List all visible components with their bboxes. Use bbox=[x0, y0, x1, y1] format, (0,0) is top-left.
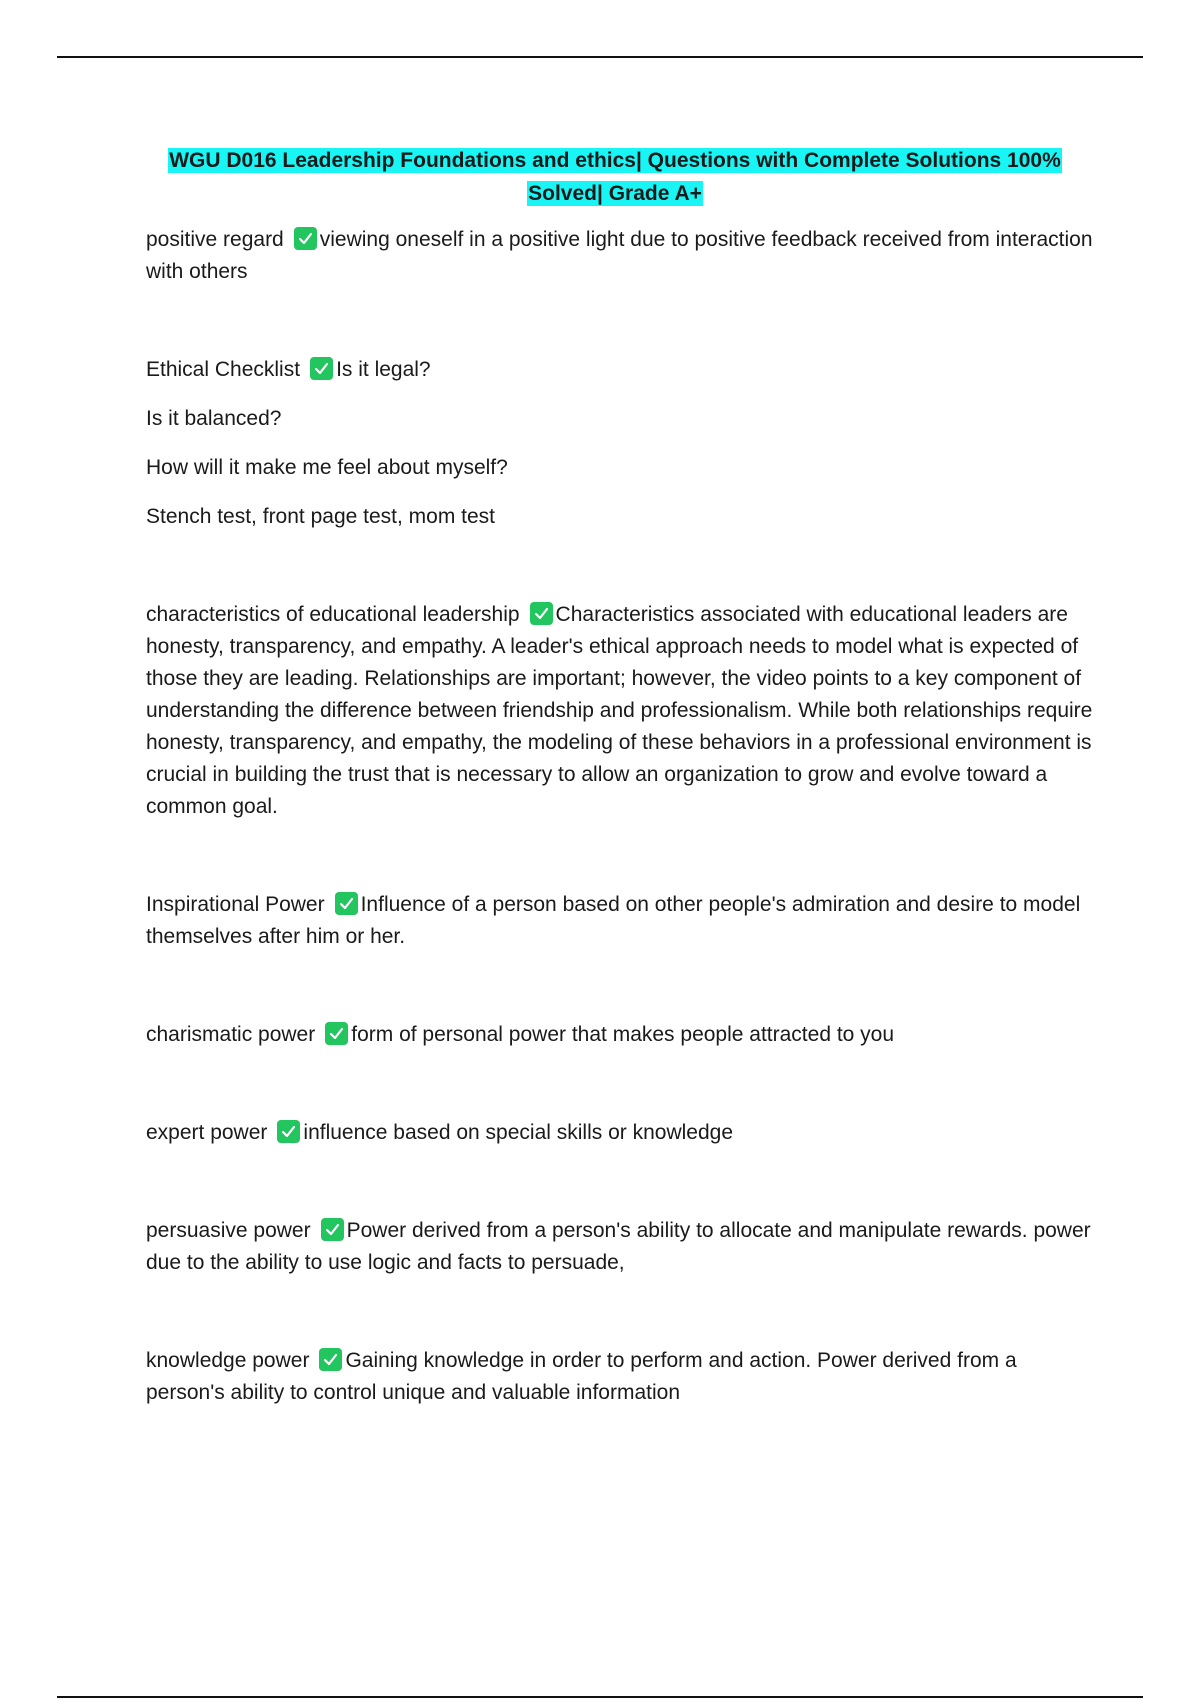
card-definition: viewing oneself in a positive light due to positive feedback received from interaction with others bbox=[146, 228, 1093, 283]
flashcard bbox=[146, 1019, 1096, 1051]
card-extra-line: Stench test, front page test, mom test bbox=[146, 505, 496, 528]
check-mark-icon bbox=[530, 602, 553, 625]
flashcard bbox=[146, 354, 1096, 533]
card-term: charismatic power bbox=[146, 1023, 316, 1046]
card-term: Inspirational Power bbox=[146, 893, 325, 916]
card-term: knowledge power bbox=[146, 1349, 310, 1372]
card-term: positive regard bbox=[146, 228, 284, 251]
flashcard bbox=[146, 1215, 1096, 1279]
card-term: persuasive power bbox=[146, 1219, 311, 1242]
card-extra-line: Is it balanced? bbox=[146, 407, 282, 430]
card-term: expert power bbox=[146, 1121, 268, 1144]
card-definition: Is it legal? bbox=[336, 358, 431, 381]
flashcard-list bbox=[146, 224, 1096, 1409]
card-term: Ethical Checklist bbox=[146, 358, 301, 381]
card-definition: influence based on special skills or knowledge bbox=[303, 1121, 733, 1144]
check-mark-icon bbox=[310, 357, 333, 380]
title-line-1: WGU D016 Leadership Foundations and ethics| Questions with Complete Solutions 100% bbox=[169, 149, 1061, 172]
card-definition: Characteristics associated with educational leaders are honesty, transparency, and empathy. A leader's ethical approach needs to model what is expected of those they are leading. Relationships are important; however, the video points to a key component of understanding the difference between friendship and professionalism. While both relationships require honesty, transparency, and empathy, the modeling of these behaviors in a professional environment is crucial in building the trust that is necessary to allow an organization to grow and evolve toward a common goal. bbox=[146, 603, 1093, 818]
top-rule bbox=[57, 56, 1143, 58]
check-mark-icon bbox=[321, 1218, 344, 1241]
flashcard bbox=[146, 224, 1096, 288]
check-mark-icon bbox=[335, 892, 358, 915]
card-definition: form of personal power that makes people attracted to you bbox=[351, 1023, 895, 1046]
check-mark-icon bbox=[319, 1348, 342, 1371]
card-term: characteristics of educational leadership bbox=[146, 603, 520, 626]
title-line-2: Solved| Grade A+ bbox=[528, 182, 702, 205]
flashcard bbox=[146, 599, 1096, 823]
flashcard bbox=[146, 1345, 1096, 1409]
flashcard bbox=[146, 1117, 1096, 1149]
card-definition: Power derived from a person's ability to allocate and manipulate rewards. power due to the ability to use logic and facts to persuade, bbox=[146, 1219, 1091, 1274]
flashcard bbox=[146, 889, 1096, 953]
card-definition: Influence of a person based on other people's admiration and desire to model themselves after him or her. bbox=[146, 893, 1081, 948]
bottom-rule bbox=[57, 1696, 1143, 1698]
check-mark-icon bbox=[294, 227, 317, 250]
document-title bbox=[140, 144, 1090, 210]
check-mark-icon bbox=[277, 1120, 300, 1143]
check-mark-icon bbox=[325, 1022, 348, 1045]
card-definition: Gaining knowledge in order to perform and action. Power derived from a person's ability to control unique and valuable information bbox=[146, 1349, 1017, 1404]
card-extra-line: How will it make me feel about myself? bbox=[146, 456, 508, 479]
